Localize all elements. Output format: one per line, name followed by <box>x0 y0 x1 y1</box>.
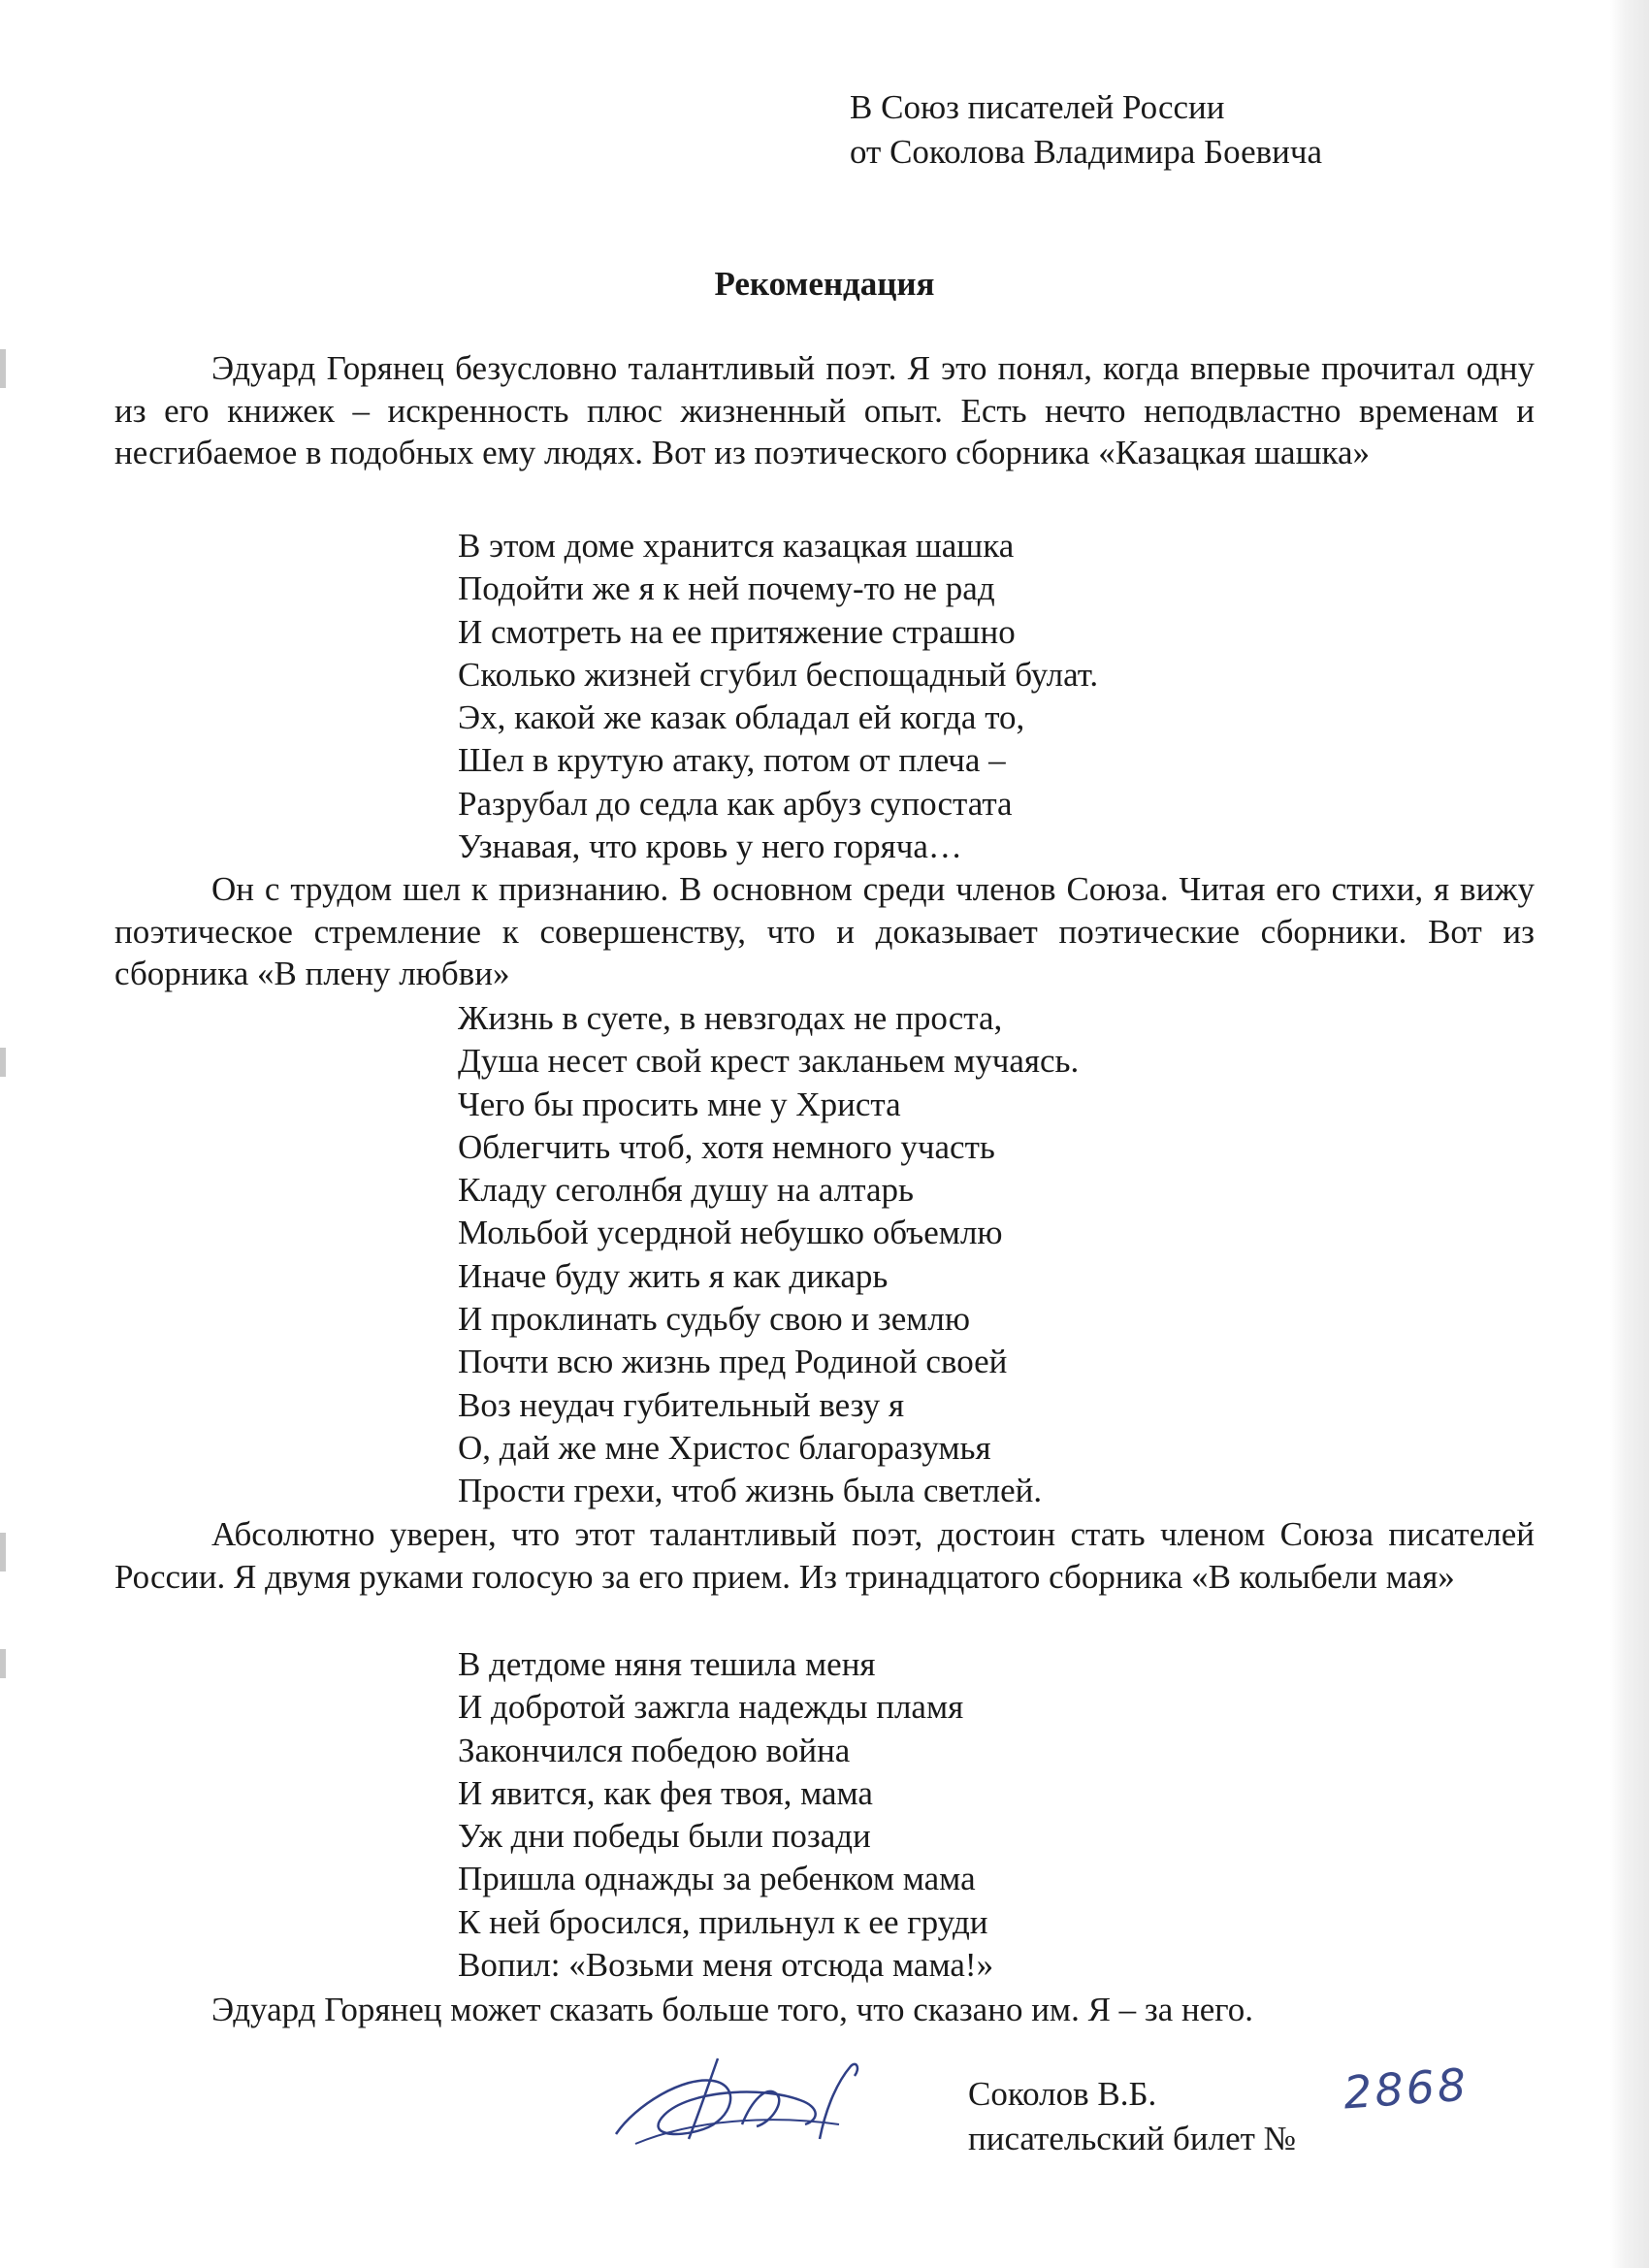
poem-line: И добротой зажгла надежды пламя <box>458 1688 964 1727</box>
poem-line: Шел в крутую атаку, потом от плеча – <box>458 741 1006 780</box>
poem-line: Вопил: «Возьми меня отсюда мама!» <box>458 1946 994 1985</box>
poem-line: Прости грехи, чтоб жизнь была светлей. <box>458 1472 1043 1510</box>
paragraph-third: Абсолютно уверен, что этот талантливый поэт, достоин стать членом Союза писателей России. Я двумя руками голосую за его прием. Из тринадцатого сборника «В колыбели мая» <box>114 1515 1535 1596</box>
poem-line: Подойти же я к ней почему-то не рад <box>458 569 995 608</box>
poem-line: И явится, как фея твоя, мама <box>458 1773 873 1812</box>
addressee-block <box>850 85 1322 175</box>
poem-line: Воз неудач губительный везу я <box>458 1385 905 1424</box>
poem-line: Сколько жизней сгубил беспощадный булат. <box>458 655 1099 694</box>
poem-line: Иначе буду жить я как дикарь <box>458 1256 889 1295</box>
scan-mark <box>0 1048 6 1077</box>
poem-line: К ней бросился, прильнул к ее груди <box>458 1902 988 1941</box>
poem-line: Кладу сеголнбя душу на алтарь <box>458 1171 914 1210</box>
addressee-line: В Союз писателей России <box>850 88 1225 126</box>
poem-line: Закончился победою война <box>458 1731 851 1769</box>
scan-mark <box>0 1533 6 1571</box>
poem-line: Жизнь в суете, в невзгодах не проста, <box>458 999 1003 1037</box>
poem-kazatskaya-shashka <box>458 525 1098 868</box>
sender-line: от Соколова Владимира Боевича <box>850 133 1323 171</box>
page-edge-shadow <box>1610 0 1649 2268</box>
poem-line: Уж дни победы были позади <box>458 1817 871 1856</box>
poem-line: Почти всю жизнь пред Родиной своей <box>458 1343 1008 1381</box>
ticket-number-handwritten: 2868 <box>1342 2057 1471 2120</box>
paragraph-second: Он с трудом шел к признанию. В основном среди членов Союза. Читая его стихи, я вижу поэтическое стремление к совершенству, что и доказывает поэтические сборники. Вот из сборника «В плену любви» <box>114 870 1535 992</box>
poem-v-plenu-lyubvi <box>458 997 1079 1513</box>
poem-line: Узнавая, что кровь у него горяча… <box>458 827 962 866</box>
signatory-block <box>968 2072 1296 2161</box>
scan-mark <box>0 349 6 388</box>
poem-line: Разрубал до седла как арбуз супостата <box>458 784 1013 823</box>
closing-statement: Эдуард Горянец может сказать больше того, что сказано им. Я – за него. <box>211 1991 1254 2028</box>
paragraph-intro: Эдуард Горянец безусловно талантливый поэт. Я это понял, когда впервые прочитал одну из его книжек – искренность плюс жизненный опыт. Есть нечто неподвластно временам и несгибаемое в подобных ему людях. Вот из поэтического сборника «Казацкая шашка» <box>114 349 1535 471</box>
ticket-label: писательский билет № <box>968 2120 1297 2157</box>
poem-line: В этом доме хранится казацкая шашка <box>458 527 1015 565</box>
poem-line: Пришла однажды за ребенком мама <box>458 1860 976 1898</box>
poem-v-kolybeli-maya <box>458 1643 993 1987</box>
poem-line: Чего бы просить мне у Христа <box>458 1085 901 1123</box>
poem-line: Душа несет свой крест закланьем мучаясь. <box>458 1042 1080 1081</box>
poem-line: В детдоме няня тешила меня <box>458 1645 876 1683</box>
poem-line: О, дай же мне Христос благоразумья <box>458 1428 991 1467</box>
signatory-name: Соколов В.Б. <box>968 2075 1157 2113</box>
scan-mark <box>0 1649 6 1678</box>
poem-line: Мольбой усердной небушко объемлю <box>458 1214 1003 1252</box>
document-title: Рекомендация <box>714 265 935 303</box>
poem-line: И проклинать судьбу свою и землю <box>458 1300 971 1339</box>
poem-line: Эх, какой же казак обладал ей когда то, <box>458 698 1025 737</box>
handwritten-signature <box>597 2047 888 2154</box>
poem-line: Облегчить чтоб, хотя немного участь <box>458 1127 995 1166</box>
poem-line: И смотреть на ее притяжение страшно <box>458 612 1016 651</box>
